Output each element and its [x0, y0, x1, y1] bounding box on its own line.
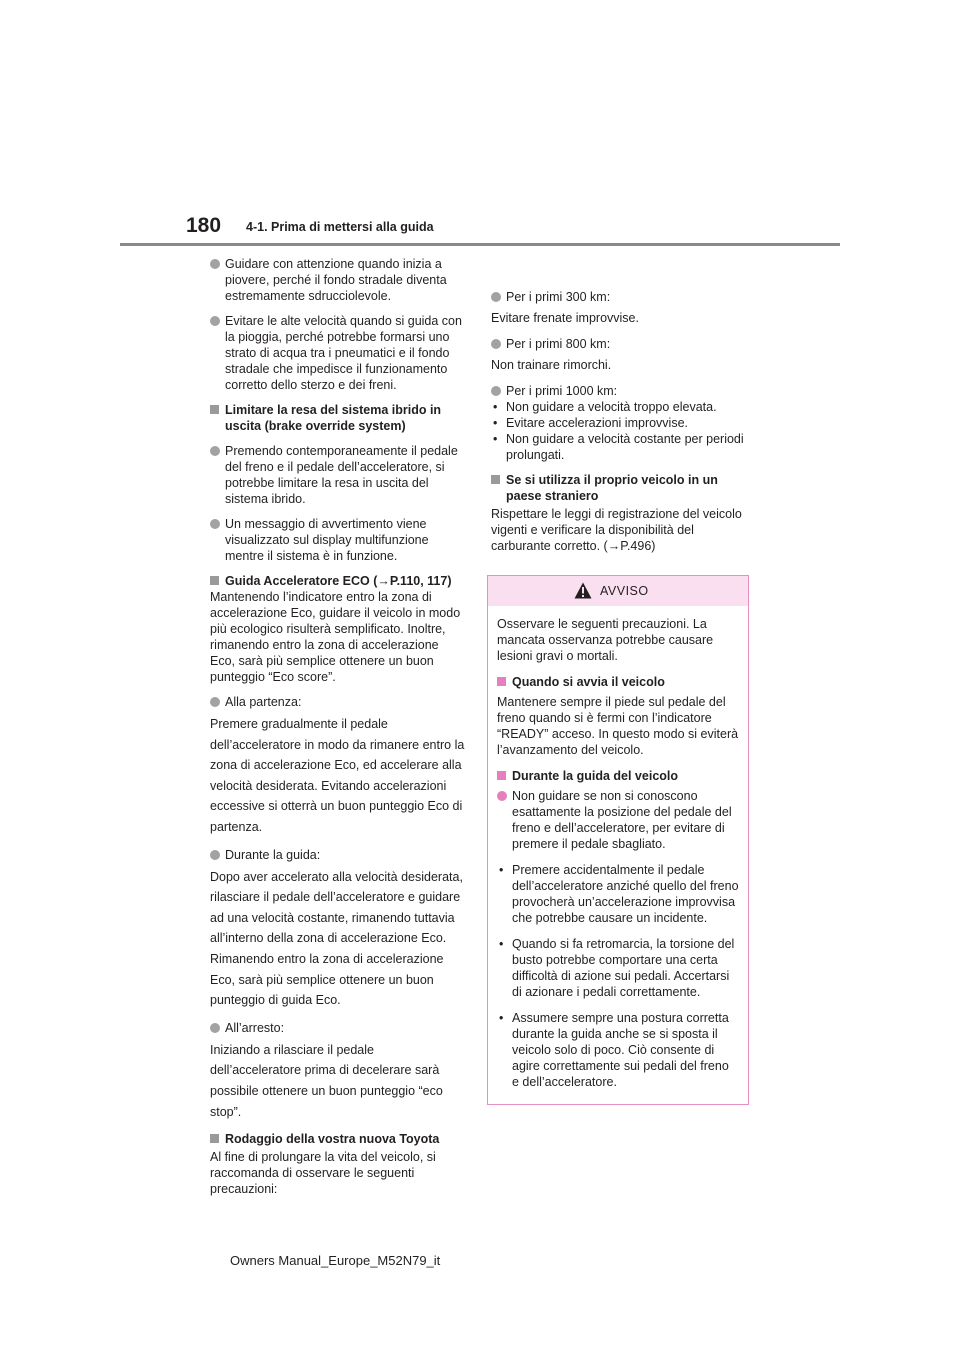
bullet-brake-override-2: Un messaggio di avvertimento viene visualizzato sul display multifunzione mentre il sistema è in funzione. — [210, 516, 466, 564]
text-300km: Evitare frenate improvvise. — [491, 311, 639, 325]
list-item: • Non guidare a velocità costante per periodi prolungati. — [491, 431, 749, 463]
list-item: • Assumere sempre una postura corretta durante la guida anche se si sposta il veicolo solo di poco. Ciò consente di agire correttamente sui pedali del freno e dell’acceleratore. — [497, 1010, 739, 1090]
stop-text: Iniziando a rilasciare il pedale dell’acceleratore prima di decelerare sarà possibile ottenere un buon punteggio “eco stop”. — [210, 1042, 443, 1119]
heading-brake-override — [210, 402, 466, 434]
left-column — [210, 256, 466, 1206]
footer-text: Owners Manual_Europe_M52N79_it — [230, 1253, 441, 1268]
eco-accelerator-text: Mantenendo l’indicatore entro la zona di accelerazione Eco, guidare il veicolo in modo più ecologico risulterà semplificato. Inoltre, rimanendo entro la zona di accelerazione Eco, sarà più semplice ottenere un buon punteggio “Eco score”. — [210, 590, 461, 684]
warning-heading-driving: Durante la guida del veicolo — [497, 768, 739, 784]
bullet-300km: Per i primi 300 km: — [491, 289, 749, 305]
bullet-stop: All’arresto: — [210, 1020, 466, 1036]
text-800km: Non trainare rimorchi. — [491, 358, 612, 372]
warning-bullet-pedals: Non guidare se non si conoscono esattamente la posizione del pedale del freno e dell’acceleratore, per evitare di premere il pedale sbagliato. — [497, 788, 739, 852]
start-text: Premere gradualmente il pedale dell’acceleratore in modo da rimanere entro la zona di accelerazione Eco, ed accelerare alla velocità desiderata. Evitando accelerazioni eccessive si otterrà un buon punteggio Eco di partenza. — [210, 717, 465, 834]
heading-text: Se si utilizza il proprio veicolo in un paese straniero — [506, 473, 718, 503]
warning-label: AVVISO — [600, 584, 649, 598]
list-item: • Non guidare a velocità troppo elevata. — [491, 399, 749, 415]
heading-eco-accelerator — [210, 573, 466, 685]
page-number: 180 — [186, 214, 222, 237]
warning-intro: Osservare le seguenti precauzioni. La mancata osservanza potrebbe causare lesioni gravi o mortali. — [497, 617, 714, 663]
heading-foreign-country — [491, 472, 749, 504]
bullet-start: Alla partenza: — [210, 694, 466, 710]
warning-start-text: Mantenere sempre il piede sul pedale del freno quando si è fermi con l’indicatore “READY” acceso. In questo modo si eviterà l’avanzamento del veicolo. — [497, 695, 739, 757]
heading-text: Limitare la resa del sistema ibrido in uscita (brake override system) — [225, 403, 442, 433]
heading-break-in — [210, 1131, 466, 1147]
warning-heading-start: Quando si avvia il veicolo — [497, 674, 739, 690]
list-item: • Premere accidentalmente il pedale dell’acceleratore anziché quello del freno provocherà un’accelerazione improvvisa che potrebbe causare un incidente. — [497, 862, 739, 926]
list-item: • Evitare accelerazioni improvvise. — [491, 415, 749, 431]
warning-header — [488, 576, 748, 606]
bullet-brake-override-1: Premendo contemporaneamente il pedale del freno e il pedale dell’acceleratore, si potrebbe limitare la resa in uscita del sistema ibrido. — [210, 443, 466, 507]
foreign-country-text: Rispettare le leggi di registrazione del veicolo vigenti e verificare la disponibilità del carburante corretto. (→P.496) — [491, 507, 742, 553]
list-item: • Quando si fa retromarcia, la torsione del busto potrebbe comportare una certa difficoltà di azione sui pedali. Accertarsi di azionare i pedali correttamente. — [497, 936, 739, 1000]
bullet-800km: Per i primi 800 km: — [491, 336, 749, 352]
bullet-1000km: Per i primi 1000 km: — [491, 383, 749, 399]
warning-box — [487, 575, 749, 1105]
heading-text: Guida Acceleratore ECO (→P.110, 117) — [225, 574, 452, 588]
driving-text: Dopo aver accelerato alla velocità desiderata, rilasciare il pedale dell’acceleratore e guidare ad una velocità costante, rimanendo tuttavia all’interno della zona di accelerazione Eco. Rimanendo entro la zona di accelerazione Eco, sarà più semplice ottenere un buon punteggio di guida Eco. — [210, 869, 463, 1008]
bullet-driving: Durante la guida: — [210, 847, 466, 863]
heading-text: Rodaggio della vostra nuova Toyota — [225, 1132, 440, 1147]
header-rule — [120, 243, 840, 246]
break-in-text: Al fine di prolungare la vita del veicolo, si raccomanda di osservare le seguenti precauzioni: — [210, 1150, 436, 1197]
section-title: 4-1. Prima di mettersi alla guida — [246, 220, 434, 234]
bullet-rain-caution: Guidare con attenzione quando inizia a piovere, perché il fondo stradale diventa estremamente sdrucciolevole. — [210, 256, 466, 304]
right-column — [491, 289, 749, 563]
warning-body — [488, 606, 748, 1090]
warning-triangle-icon — [574, 582, 592, 599]
bullet-rain-speed: Evitare le alte velocità quando si guida con la pioggia, perché potrebbe formarsi uno strato di acqua tra i pneumatici e il fondo stradale che impedisce il funzionamento corretto dello sterzo e dei freni. — [210, 313, 466, 393]
